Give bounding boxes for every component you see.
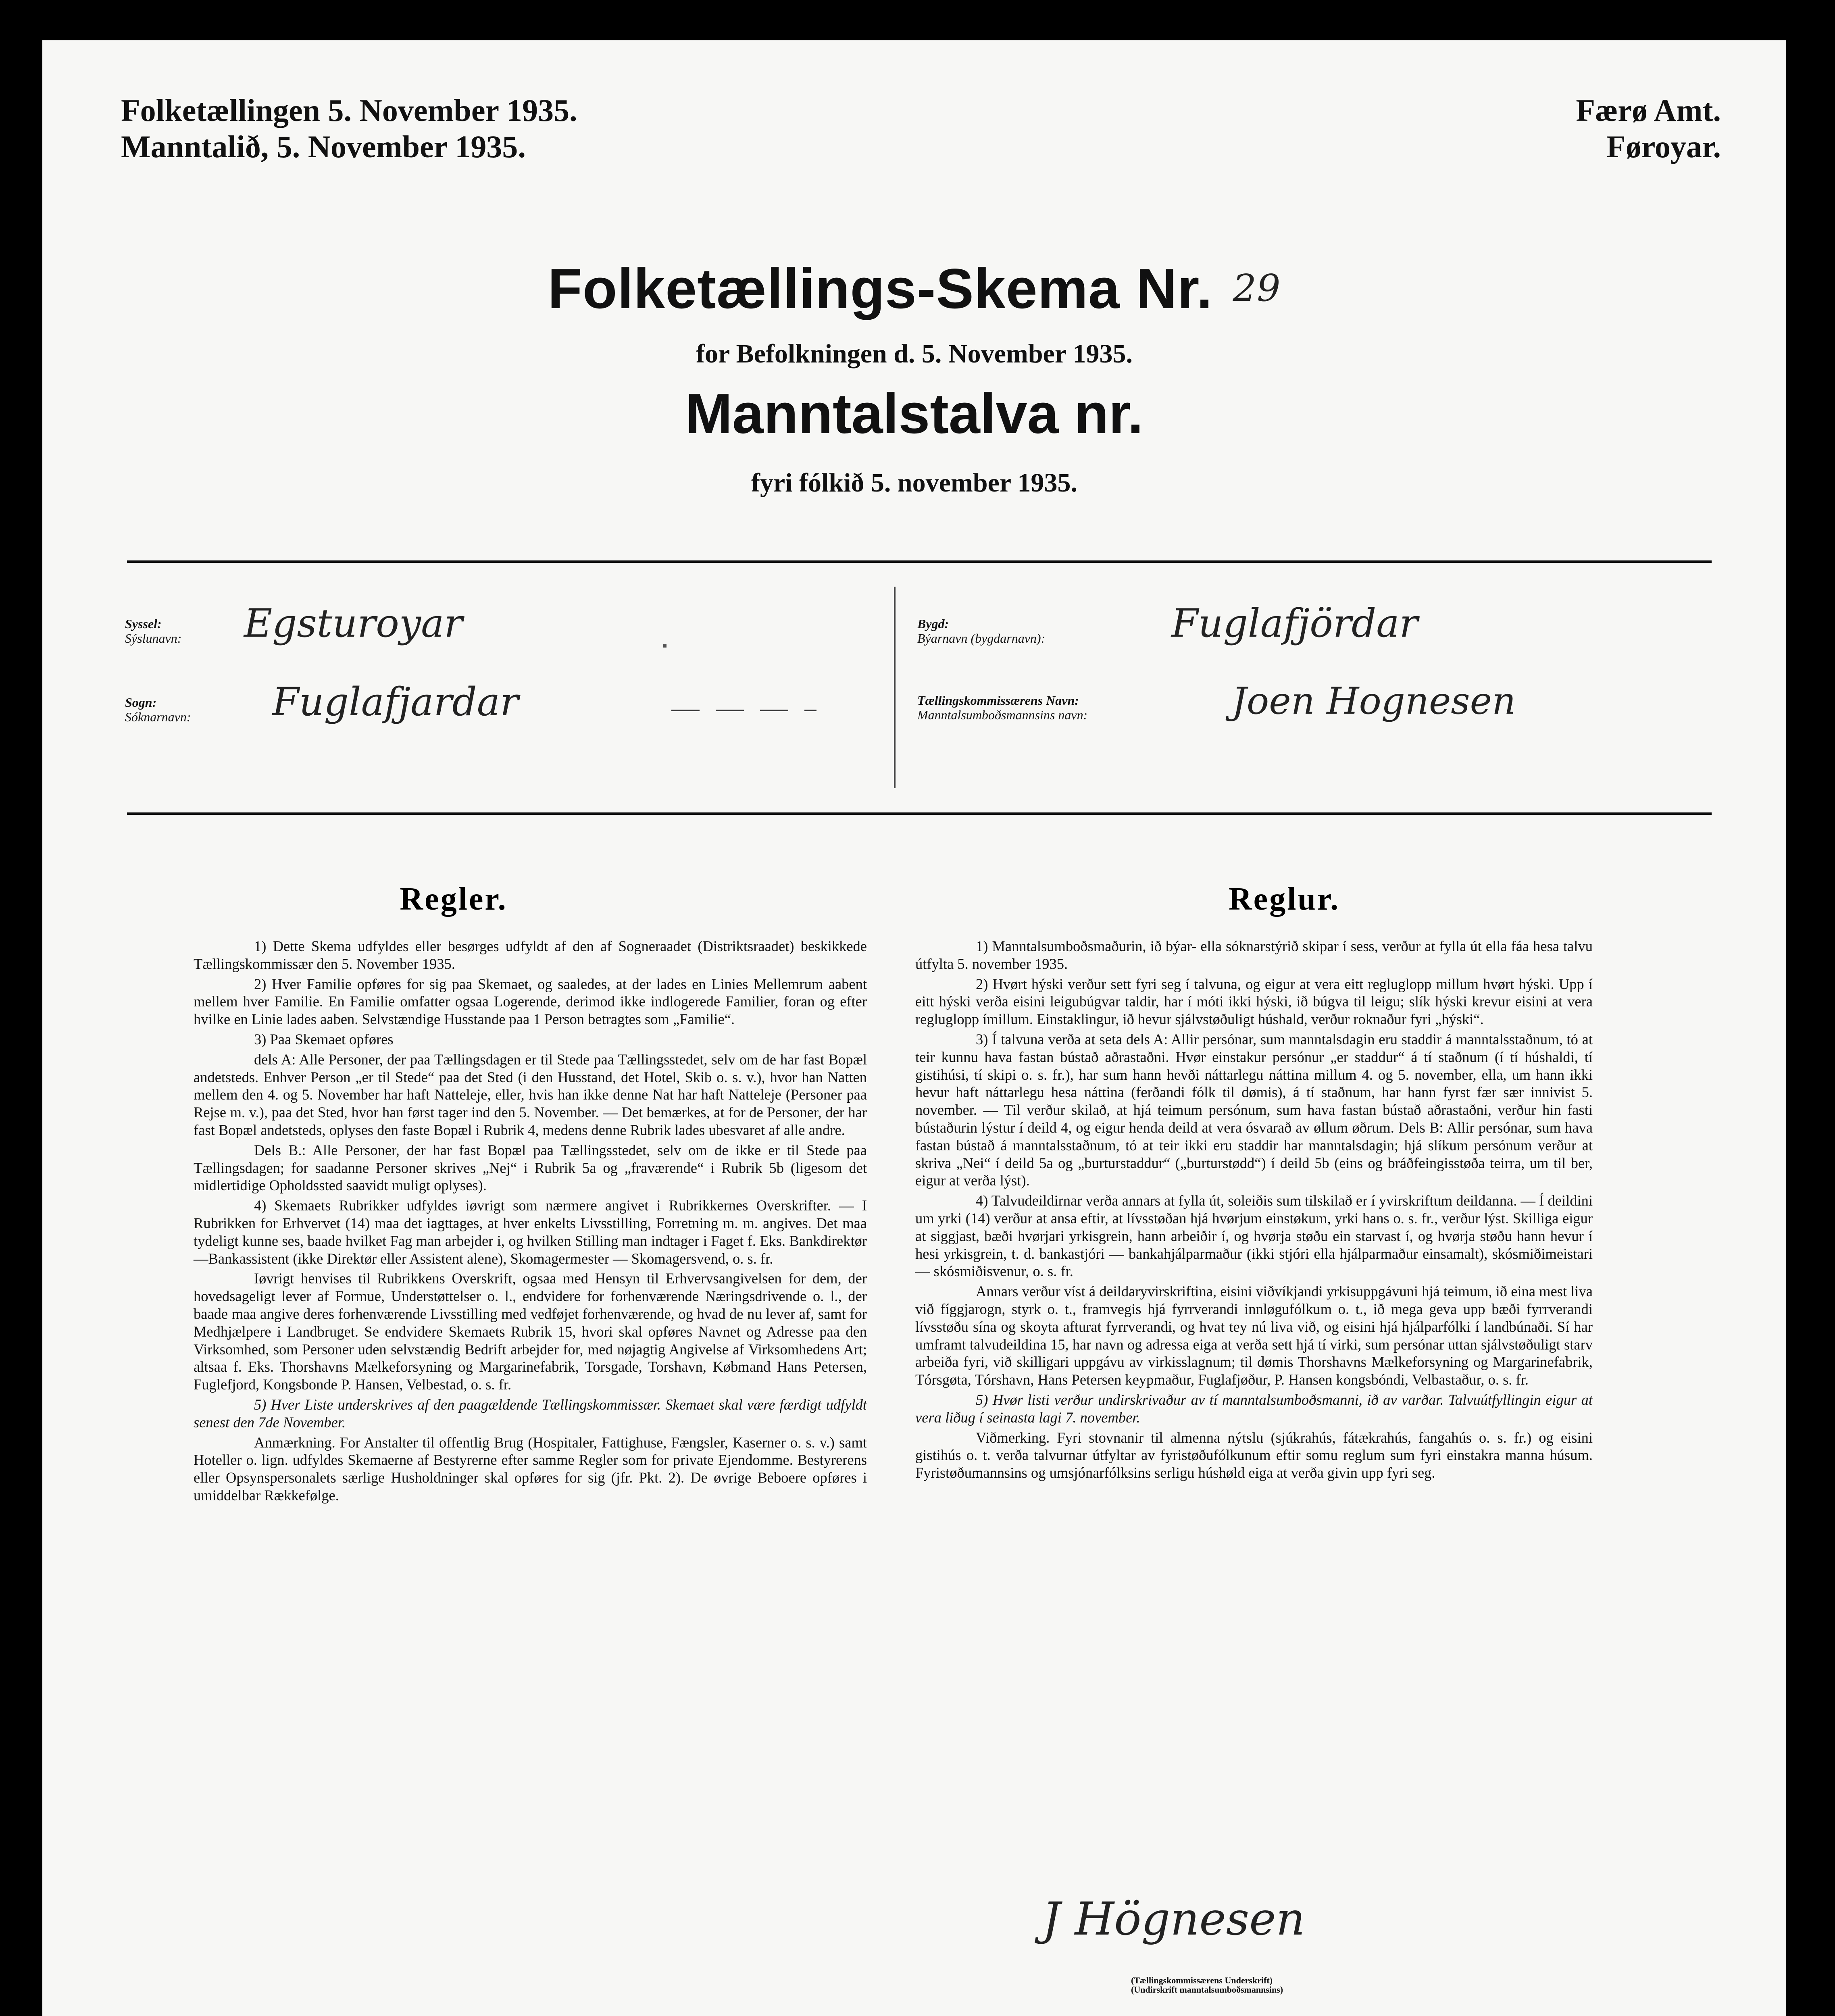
regler-column	[194, 937, 867, 1507]
dash-marks	[671, 710, 816, 711]
reglur-rule-2: 2) Hvørt hýski verður sett fyri seg í talvuna, og eigur at vera eitt regluglopp millum hvørt hýski. Upp í eitt hýski verða eisini leigubúgvar taldir, har í móti ikki hýski, ið búgva til leigu; slík hýski krevur eisini at vera regluglopp ímillum. Einstaklingur, ið hevur sjálvstøðuligt húshald, verður roknaður fyri „hýski“.	[915, 975, 1593, 1028]
bygd-value: Fuglafjördar	[1171, 601, 1418, 646]
reglur-rule-1: 1) Manntalsumboðsmaðurin, ið býar- ella sóknarstýrið skipar í sess, verður at fylla út ella fáa hesa talvu útfylta 5. november 1935.	[915, 938, 1593, 972]
top-divider	[127, 560, 1712, 563]
regler-rule-5: 5) Hver Liste underskrives af den paagældende Tællingskommissær. Skemaet skal være færdigt udfyldt senest den 7de November.	[194, 1396, 867, 1431]
regler-rule-3b: Dels B.: Alle Personer, der har fast Bopæl paa Tællingsstedet, selv om de ikke er til Stede paa Tællingsdagen; for saadanne Personer skrives „Nej“ i Rubrik 5a og „fraværende“ i Rubrik 5b (ligesom det midlertidige Opholdssted saavidt muligt oplyses).	[194, 1141, 867, 1194]
form-title	[42, 256, 1786, 321]
regler-rule-3a: dels A: Alle Personer, der paa Tællingsdagen er til Stede paa Tællingsstedet, selv om de har fast Bopæl andetsteds. Enhver Person „er til Stede“ paa det Sted (i den Husstand, det Hotel, Skib o. s. v.), hvor han Natten mellem den 4. og 5. November har haft Natteleje, eller, hvis han ikke denne Nat har haft Natteleje (Personer paa Rejse m. v.), paa det Sted, hvor han først tager ind den 5. November. — Det bemærkes, at for de Personer, der har fast Bopæl andetsteds, oplyses den faste Bopæl i Rubrik 4, medens denne Rubrik lades ubesvaret af alle andre.	[194, 1051, 867, 1138]
reglur-heading: Reglur.	[1228, 881, 1340, 917]
header-faroese-title: Manntalið, 5. November 1935.	[121, 129, 526, 164]
signature-caption: (Tællingskommissærens Underskrift) (Undirskrift manntalsumboðsmannsins)	[1131, 1975, 1283, 1995]
form-title-faroese: Manntalstalva nr.	[685, 382, 1143, 445]
regler-note: Anmærkning. For Anstalter til offentlig Brug (Hospitaler, Fattighuse, Fængsler, Kaserner o. s. v.) samt Hoteller o. lign. udfyldes Skemaerne af Bestyrerne efter samme Regler som for private Ejendomme. Bestyrerens eller Opsynspersonalets særlige Husholdninger skal opføres for sig (jfr. Pkt. 2). De øvrige Beboere opføres i umiddelbar Rækkefølge.	[194, 1434, 867, 1504]
header-foroyar: Føroyar.	[1606, 129, 1721, 164]
regler-rule-4b: Iøvrigt henvises til Rubrikkens Overskrift, ogsaa med Hensyn til Erhvervsangivelsen for dem, der hovedsageligt lever af Formue, Understøttelser o. l., endvidere for forhenværende Næringsdrivende o. l., der baade maa angive deres forhenværende Livsstilling med vedføjet forhenværende, og hvad de nu lever af, samt for Medhjælpere i Landbruget. Se endvidere Skemaets Rubrik 15, hvori skal opføres Navnet og Adresse paa den Virksomhed, som Personer uden selvstændig Bedrift arbejder for, med nøjagtig Angivelse af Virksomhedens Art; altsaa f. Eks. Thorshavns Mælkeforsyning og Margarinefabrik, Torsgade, Torshavn, Købmand Hans Petersen, Fuglefjord, Kongsbonde P. Hansen, Velbestad, o. s. fr.	[194, 1270, 867, 1393]
reglur-rule-5: 5) Hvør listi verður undirskrivaður av tí manntalsumboðsmanni, ið av varðar. Talvuútfyllingin eigur at vera liðug í seinasta lagi 7. november.	[915, 1391, 1593, 1426]
sogn-value: Fuglafjardar	[272, 679, 519, 725]
bygd-label: Bygd: Býarnavn (bygdarnavn):	[917, 616, 1046, 646]
kommissaer-label: Tællingskommissærens Navn: Manntalsumboðsmannsins navn:	[917, 693, 1088, 722]
reglur-column	[915, 937, 1593, 1484]
reglur-rule-3: 3) Í talvuna verða at seta dels A: Allir persónar, sum manntalsdagin eru staddir á manntalsstaðnum, tó at teir kunnu hava fastan bústað aðrastaðni. Hvør einstakur persónur „er staddur“ á tí staðnum (í tí húshaldi, tí gistihúsi, tí skipi o. s. fr.), har sum hann hevði náttarlegu náttina millum 4. og 5. november, ella, um hann ikki hevur haft náttarlegu hesa náttina (ferðandi fólk til dømis), á tí staðnum, har hann fyrst fær sær innivist 5. november. — Til verður skilað, at hjá teimum persónum, sum hava fastan bústað aðrastaðni, verður hin fasti bústaðurin lýstur í deild 4, og eigur henda deild at vera ósvarað av øllum øðrum. Dels B: Allir persónar, sum hava fastan bústað á manntalsstaðnum, tó at teir ikki eru staddir har manntalsdagin; hjá slíkum persónum verður at skriva „Nei“ í deild 5a og „burturstaddur“ („burturstødd“) í deild 5b (eins og bráðfeingisstøða teirra, um til ber, eigur at verða lýst).	[915, 1031, 1593, 1189]
form-title-label: Folketællings-Skema Nr.	[548, 257, 1213, 320]
header-amt: Færø Amt.	[1576, 93, 1721, 128]
form-subtitle-danish: for Befolkningen d. 5. November 1935.	[696, 339, 1133, 369]
regler-rule-4: 4) Skemaets Rubrikker udfyldes iøvrigt som nærmere angivet i Rubrikkernes Overskrifter. — I Rubrikken for Erhvervet (14) maa det iagttages, at hver enkelts Livsstilling, Forretning m. m. angives. Det maa tydeligt kunne ses, baade hvilket Fag man arbejder i, og hvilken Stilling man indtager i Faget f. Eks. Bankdirektør—Bankassistent (ikke Direktør eller Assistent alene), Skomagermester — Skomagersvend, o. s. fr.	[194, 1197, 867, 1267]
reglur-rule-4: 4) Talvudeildirnar verða annars at fylla út, soleiðis sum tilskilað er í yvirskriftum deildanna. — Í deildini um yrki (14) verður at ansa eftir, at lívsstøðan hjá hvørjum einstøkum, yrki hans o. s. fr., verður lýst. Skilliga eigur at siggjast, bæði hvørjari yrkisgrein, hann arbeiðir í, og hvørja støðu ein starvast í, og hvørja støðu hann hevur í hesi yrkisgrein, t. d. bankastjóri — bankahjálparmaður (ikki stjóri ella hjálparmaður einsamalt), skósmiðimeistari — skósmiðisvenur, o. s. fr.	[915, 1192, 1593, 1280]
kommissaer-value: Joen Hognesen	[1232, 679, 1516, 723]
syssel-label: Syssel: Sýslunavn:	[125, 616, 182, 646]
form-number: 29	[1233, 267, 1281, 310]
census-form-page	[42, 40, 1786, 2016]
header-danish-title: Folketællingen 5. November 1935.	[121, 93, 577, 128]
regler-rule-1: 1) Dette Skema udfyldes eller besørges udfyldt af den af Sogneraadet (Distriktsraadet) beskikkede Tællingskommissær den 5. November 1935.	[194, 938, 867, 972]
bottom-divider	[127, 812, 1712, 815]
commissioner-signature: J Högnesen	[1042, 1893, 1305, 1945]
reglur-rule-4b: Annars verður víst á deildaryvirskriftina, eisini viðvíkjandi yrkisuppgávuni hjá teimum, ið eina mest liva við fíggjarogn, styrk o. t., framvegis hjá fyrrverandi innløgufólkum o. t., ið mega geva upp bæði fyrrverandi lívsstøðu sína og skoyta afturat fyrrverandi, og hvat tey nú liva við, og eisini hjá hjálparfólki í landbúnaði. Sí har umframt talvudeildina 15, har navn og adressa eiga at verða sett hjá tí virki, sum persónar uttan sjálvstøðuligt starv arbeiða fyri, við skilligari uppgávu av virkisslagnum; til dømis Thorshavns Mælkeforsyning og Margarinefabrik, Tórsgøta, Tórshavn, Hans Petersen keypmaður, Fuglafjøður, P. Hansen kongsbóndi, Velbastaður, o. s. fr.	[915, 1283, 1593, 1388]
regler-rule-2: 2) Hver Familie opføres for sig paa Skemaet, og saaledes, at der lades en Linies Mellemrum aabent mellem hver Familie. En Familie omfatter ogsaa Logerende, derimod ikke indlogerede Familier, foran og efter hvilke en Linie lades aaben. Selvstændige Husstande paa 1 Person betragtes som „Familie“.	[194, 975, 867, 1028]
regler-heading: Regler.	[400, 881, 508, 917]
field-column-divider	[894, 587, 896, 788]
regler-rule-3: 3) Paa Skemaet opføres	[254, 1031, 394, 1048]
dot-mark	[663, 644, 667, 648]
sogn-label: Sogn: Sóknarnavn:	[125, 695, 191, 724]
form-subtitle-faroese: fyri fólkið 5. november 1935.	[751, 468, 1078, 498]
reglur-note: Viðmerking. Fyri stovnanir til almenna nýtslu (sjúkrahús, fátækrahús, fangahús o. s. fr.) og eisini gistihús o. t. verða talvurnar útfyltar av fyristøðufólkunum eftir somu reglum sum fyri einstakra manna húsum. Fyristøðumannsins og umsjónarfólksins serligu húshøld eiga at verða givin upp fyri seg.	[915, 1429, 1593, 1481]
syssel-value: Egsturoyar	[244, 601, 463, 646]
